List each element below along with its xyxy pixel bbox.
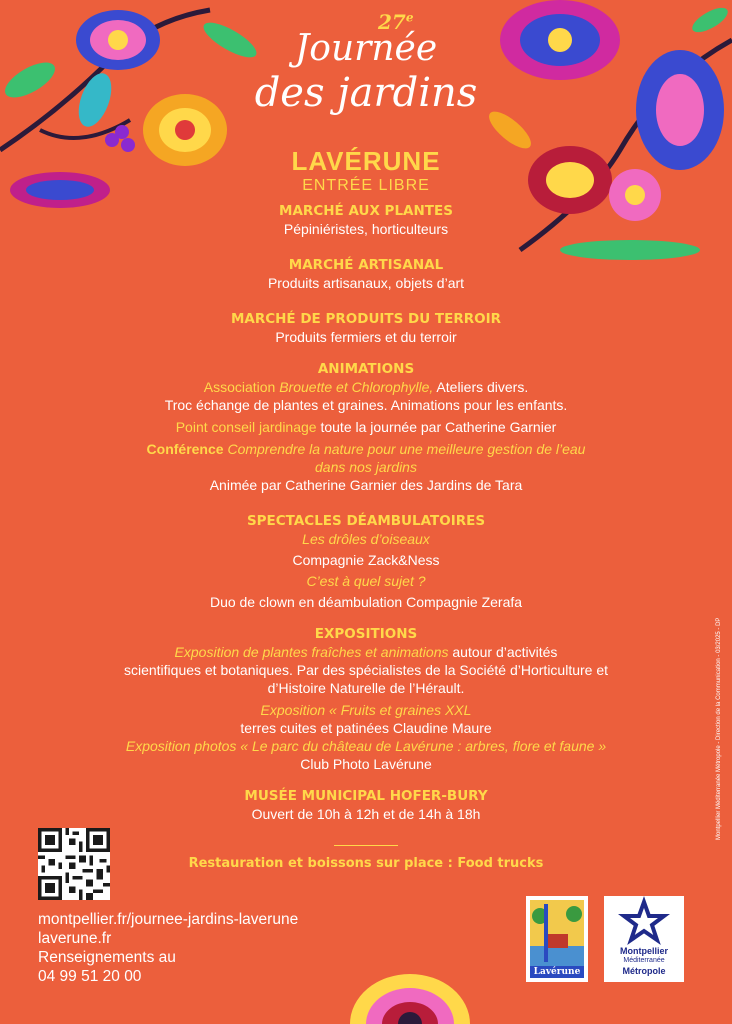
- section-text-plants: Pépiniéristes, horticulteurs: [283, 221, 449, 237]
- expo2-line2: terres cuites et patinées Claudine Maure: [240, 720, 492, 736]
- info-label: Renseignements au: [38, 949, 176, 966]
- edition-number-value: 27: [378, 10, 406, 34]
- phone-number: 04 99 51 20 00: [38, 968, 142, 985]
- vertical-credit: Montpellier Méditerranée Métropole - Direction de la Communication - 03/2025 - DP: [716, 617, 722, 840]
- expo1-rest: autour d’activités: [448, 644, 558, 660]
- section-title-animations: ANIMATIONS: [317, 361, 415, 377]
- mmm-line1: Montpellier: [619, 946, 668, 956]
- association-name: Brouette et Chlorophylle,: [279, 379, 434, 395]
- section-text-terroir: Produits fermiers et du terroir: [275, 329, 457, 345]
- section-title-craft: MARCHÉ ARTISANAL: [288, 257, 444, 273]
- conference-title-cont: dans nos jardins: [315, 459, 417, 475]
- museum-hours: Ouvert de 10h à 12h et de 14h à 18h: [251, 806, 481, 822]
- expo2-title: Exposition « Fruits et graines XXL: [260, 702, 472, 718]
- event-title-line1: Journée: [294, 28, 438, 69]
- section-title-shows: SPECTACLES DÉAMBULATOIRES: [246, 513, 486, 529]
- section-title-expos: EXPOSITIONS: [314, 626, 418, 642]
- programme: [100, 146, 632, 823]
- section-text-craft: Produits artisanaux, objets d’art: [267, 275, 465, 291]
- conseil-label: Point conseil jardinage: [175, 419, 317, 435]
- conference-label: Conférence: [146, 441, 224, 457]
- expo1-title: Exposition de plantes fraîches et animations: [174, 644, 449, 660]
- edition-suffix: e: [405, 10, 414, 25]
- website-link-laverune[interactable]: laverune.fr: [38, 930, 112, 947]
- show2-title: C’est à quel sujet ?: [306, 573, 426, 589]
- city-name: LAVÉRUNE: [291, 146, 441, 176]
- mmm-star-icon: [604, 896, 684, 946]
- conference-title: Comprendre la nature pour une meilleure gestion de l’eau: [223, 441, 586, 457]
- divider: [334, 845, 398, 846]
- expo1-line2: scientifiques et botaniques. Par des spécialistes de la Société d’Horticulture et: [123, 662, 609, 678]
- expo1-line3: d’Histoire Naturelle de l’Hérault.: [267, 680, 465, 696]
- mmm-logo-text: [604, 946, 684, 976]
- footer-info: [38, 910, 298, 986]
- section-title-plants: MARCHÉ AUX PLANTES: [279, 203, 453, 219]
- conseil-rest: toute la journée par Catherine Garnier: [316, 419, 557, 435]
- show1-title: Les drôles d’oiseaux: [302, 531, 430, 547]
- event-title-line2: des jardins: [254, 70, 478, 116]
- show1-company: Compagnie Zack&Ness: [292, 552, 440, 568]
- montpellier-metropole-logo: [604, 896, 684, 982]
- section-title-terroir: MARCHÉ DE PRODUITS DU TERROIR: [230, 311, 502, 327]
- qr-code[interactable]: [38, 828, 110, 900]
- animations-conference: [100, 440, 632, 458]
- association-prefix: Association: [203, 379, 280, 395]
- conference-by: Animée par Catherine Garnier des Jardins de Tara: [209, 477, 523, 493]
- animations-conseil: [100, 418, 632, 436]
- food-info: Restauration et boissons sur place : Food trucks: [188, 856, 544, 871]
- expo3-line2: Club Photo Lavérune: [300, 756, 432, 772]
- mmm-line3: Métropole: [622, 966, 666, 976]
- section-title-museum: MUSÉE MUNICIPAL HOFER-BURY: [244, 788, 488, 804]
- entry-info: ENTRÉE LIBRE: [302, 177, 430, 194]
- expo3-title: Exposition photos « Le parc du château de Lavérune : arbres, flore et faune »: [125, 738, 607, 754]
- laverune-logo-text: Lavérune: [533, 967, 581, 977]
- show2-company: Duo de clown en déambulation Compagnie Zerafa: [209, 594, 523, 610]
- expo1: [100, 643, 632, 661]
- animations-line2: Troc échange de plantes et graines. Animations pour les enfants.: [164, 397, 568, 413]
- association-rest: Ateliers divers.: [433, 379, 529, 395]
- flower-illustration-bottom: [350, 960, 470, 1024]
- animations-association: [100, 378, 632, 396]
- website-link-montpellier[interactable]: montpellier.fr/journee-jardins-laverune: [38, 911, 299, 928]
- mmm-line2: Méditerranée: [623, 957, 665, 964]
- laverune-logo: [526, 896, 588, 982]
